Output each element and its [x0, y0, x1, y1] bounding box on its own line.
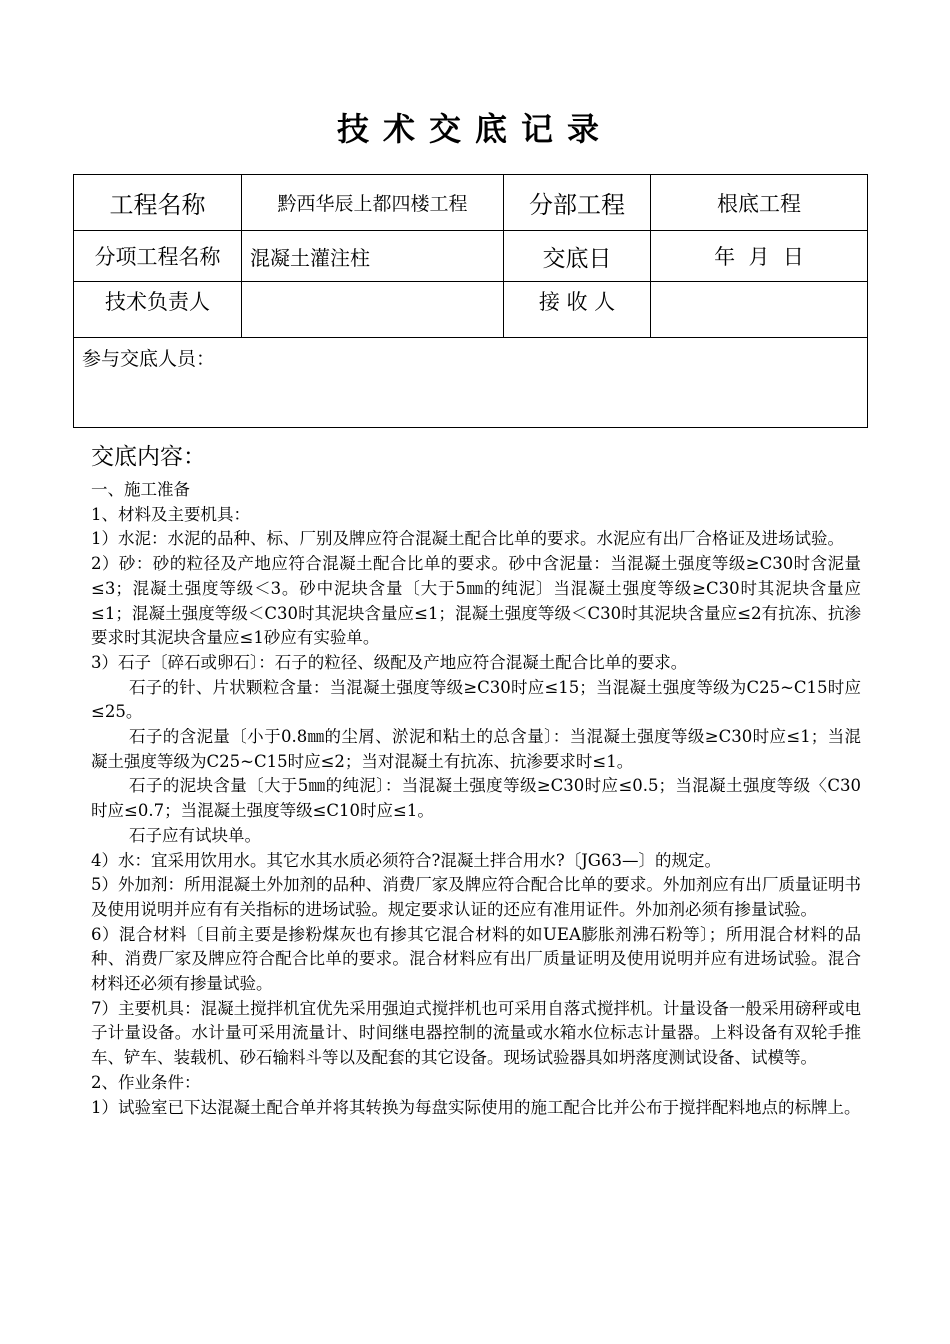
paragraph: 2、作业条件： — [91, 1072, 201, 1092]
content-body — [91, 478, 861, 1120]
paragraph: 石子的针、片状颗粒含量：当混凝土强度等级≥C30时应≤15；当混凝土强度等级为C25~C15时应≤25。 — [91, 677, 861, 722]
paragraph: 1）试验室已下达混凝土配合单并将其转换为每盘实际使用的施工配合比并公布于搅拌配料地点的标牌上。 — [91, 1097, 861, 1117]
division-value: 根底工程 — [651, 175, 868, 231]
subitem-value: 混凝土灌注柱 — [242, 231, 504, 282]
paragraph: 7）主要机具：混凝土搅拌机宜优先采用强迫式搅拌机也可采用自落式搅拌机。计量设备一般采用磅秤或电子计量设备。水计量可采用流量计、时间继电器控制的流量或水箱水位标志计量器。上料设备有双轮手推车、铲车、装载机、砂石输料斗等以及配套的其它设备。现场试验器具如坍落度测试设备、试模等。 — [91, 998, 861, 1068]
subitem-label: 分项工程名称 — [74, 231, 242, 282]
receiver-value — [651, 282, 868, 338]
info-table — [73, 174, 868, 428]
paragraph: 一、施工准备 — [91, 480, 190, 499]
content-heading: 交底内容： — [91, 444, 206, 470]
paragraph: 石子的泥块含量〔大于5㎜的纯泥〕：当混凝土强度等级≥C30时应≤0.5；当混凝土强度等级〈C30时应≤0.7；当混凝土强度等级≤C10时应≤1。 — [91, 776, 861, 821]
paragraph: 4）水：宜采用饮用水。其它水其水质必须符合?混凝土拌合用水?〔JG63—〕的规定。 — [91, 850, 721, 870]
paragraph: 3）石子〔碎石或卵石〕：石子的粒径、级配及产地应符合混凝土配合比单的要求。 — [91, 652, 688, 672]
division-label: 分部工程 — [504, 175, 651, 231]
tech-lead-value — [242, 282, 504, 338]
paragraph: 1）水泥：水泥的品种、标、厂别及牌应符合混凝土配合比单的要求。水泥应有出厂合格证及进场试验。 — [91, 529, 844, 549]
date-label: 交底日 — [504, 231, 651, 282]
tech-lead-label: 技术负责人 — [74, 282, 242, 338]
receiver-label: 接 收 人 — [504, 282, 651, 338]
project-name-label: 工程名称 — [74, 175, 242, 231]
participants-label: 参与交底人员： — [74, 338, 868, 428]
paragraph: 5）外加剂：所用混凝土外加剂的品种、消费厂家及牌应符合配合比单的要求。外加剂应有出厂质量证明书及使用说明并应有有关指标的进场试验。规定要求认证的还应有准用证件。外加剂必须有掺量试验。 — [91, 875, 861, 919]
document-title: 技术交底记录 — [336, 110, 613, 148]
paragraph: 石子应有试块单。 — [128, 825, 261, 845]
date-value: 年 月 日 — [651, 231, 868, 282]
paragraph: 6）混合材料〔目前主要是掺粉煤灰也有掺其它混合材料的如UEA膨胀剂沸石粉等〕；所用混合材料的品种、消费厂家及牌应符合配合比单的要求。混合材料应有出厂质量证明及使用说明并应有进场试验。混合材料还必须有掺量试验。 — [91, 924, 861, 994]
paragraph: 石子的含泥量〔小于0.8㎜的尘屑、淤泥和粘土的总含量〕：当混凝土强度等级≥C30时应≤1；当混凝土强度等级为C25~C15时应≤2；当对混凝土有抗冻、抗渗要求时≤1。 — [91, 727, 861, 771]
paragraph: 2）砂：砂的粒径及产地应符合混凝土配合比单的要求。砂中含泥量：当混凝土强度等级≥C30时含泥量≤3；混凝土强度等级＜3。砂中泥块含量〔大于5㎜的纯泥〕当混凝土强度等级≥C30时其泥块含量应≤1；混凝土强度等级＜C30时其泥块含量应≤1；混凝土强度等级＜C30时其泥块含量应≤2有抗冻、抗渗要求时其泥块含量应≤1砂应有实验单。 — [91, 554, 861, 648]
project-name-value: 黔西华辰上都四楼工程 — [242, 175, 504, 231]
paragraph: 1、材料及主要机具： — [91, 504, 250, 524]
